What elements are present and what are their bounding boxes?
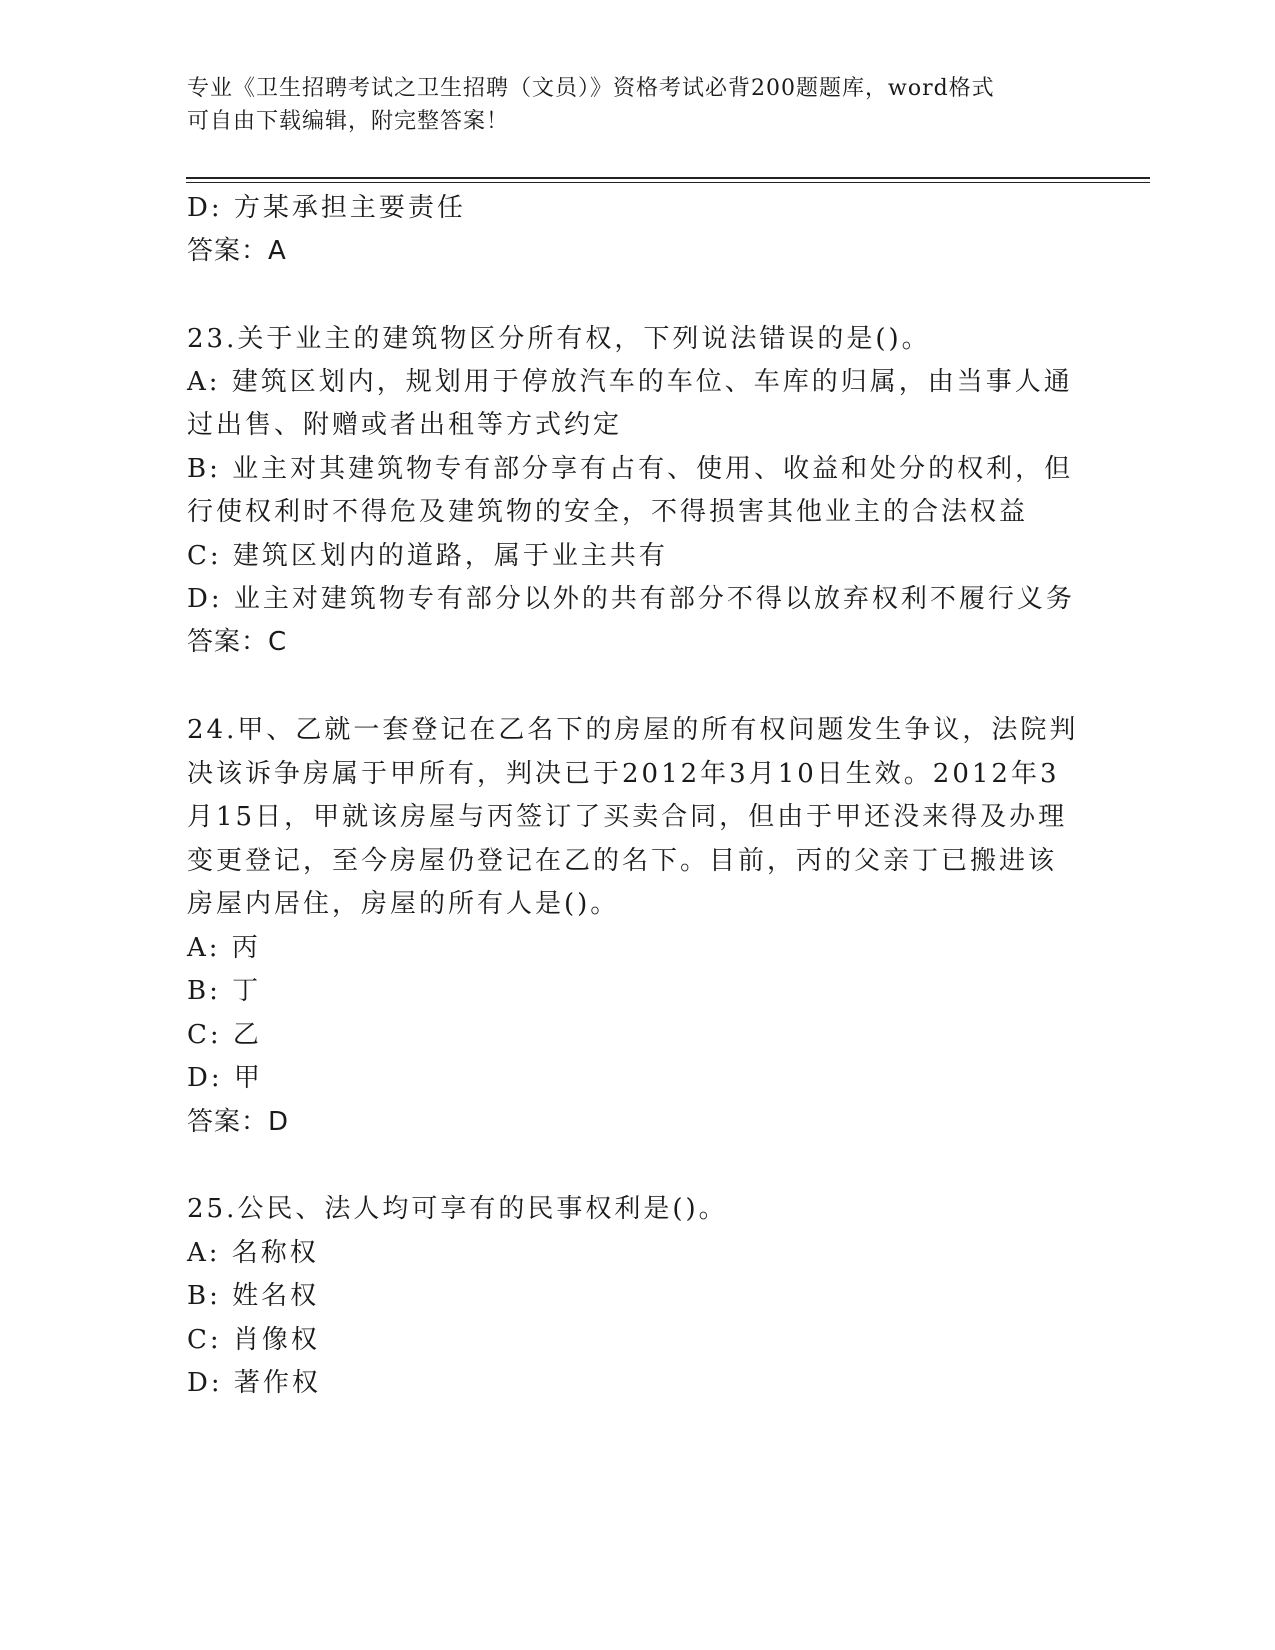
- q24-stem-line-2: 决该诉争房属于甲所有，判决已于2012年3月10日生效。2012年3: [187, 759, 1060, 789]
- q23-option-d: D: 业主对建筑物专有部分以外的共有部分不得以放弃权利不履行义务: [187, 584, 1075, 614]
- q24-answer: 答案：D: [187, 1107, 290, 1137]
- q25-option-b: B: 姓名权: [187, 1281, 320, 1311]
- q22-answer: 答案：A: [187, 236, 287, 266]
- q23-stem: 23.关于业主的建筑物区分所有权，下列说法错误的是()。: [187, 324, 931, 354]
- q25-option-d: D: 著作权: [187, 1368, 321, 1398]
- q24-stem-line-5: 房屋内居住，房屋的所有人是()。: [187, 889, 620, 919]
- q24-option-d: D: 甲: [187, 1063, 263, 1093]
- header-rule-thick: [186, 177, 1150, 179]
- q24-option-a: A: 丙: [187, 933, 261, 963]
- q25-option-c: C: 肖像权: [187, 1325, 320, 1355]
- q24-stem-line-3: 月15日，甲就该房屋与丙签订了买卖合同，但由于甲还没来得及办理: [187, 802, 1068, 832]
- q23-option-c: C: 建筑区划内的道路，属于业主共有: [187, 541, 668, 571]
- q25-option-a: A: 名称权: [187, 1238, 319, 1268]
- q24-stem-line-4: 变更登记，至今房屋仍登记在乙的名下。目前，丙的父亲丁已搬进该: [187, 846, 1058, 876]
- q24-option-b: B: 丁: [187, 976, 262, 1006]
- header-title-line-2: 可自由下载编辑，附完整答案！: [187, 109, 510, 134]
- q25-stem: 25.公民、法人均可享有的民事权利是()。: [187, 1194, 728, 1224]
- q23-option-a-line-2: 过出售、附赠或者出租等方式约定: [187, 410, 623, 440]
- document-header: [187, 72, 1087, 138]
- q23-option-a-line-1: A: 建筑区划内，规划用于停放汽车的车位、车库的归属，由当事人通: [187, 367, 1073, 397]
- q23-option-b-line-2: 行使权利时不得危及建筑物的安全，不得损害其他业主的合法权益: [187, 497, 1029, 527]
- q22-option-d: D: 方某承担主要责任: [187, 193, 466, 223]
- q24-stem-line-1: 24.甲、乙就一套登记在乙名下的房屋的所有权问题发生争议，法院判: [187, 715, 1079, 745]
- q23-option-b-line-1: B: 业主对其建筑物专有部分享有占有、使用、收益和处分的权利，但: [187, 454, 1074, 484]
- q24-option-c: C: 乙: [187, 1020, 262, 1050]
- header-title-line-1: 专业《卫生招聘考试之卫生招聘（文员）》资格考试必背200题题库，word格式: [187, 76, 995, 101]
- q23-answer: 答案：C: [187, 627, 288, 657]
- header-rule-thin: [186, 182, 1150, 183]
